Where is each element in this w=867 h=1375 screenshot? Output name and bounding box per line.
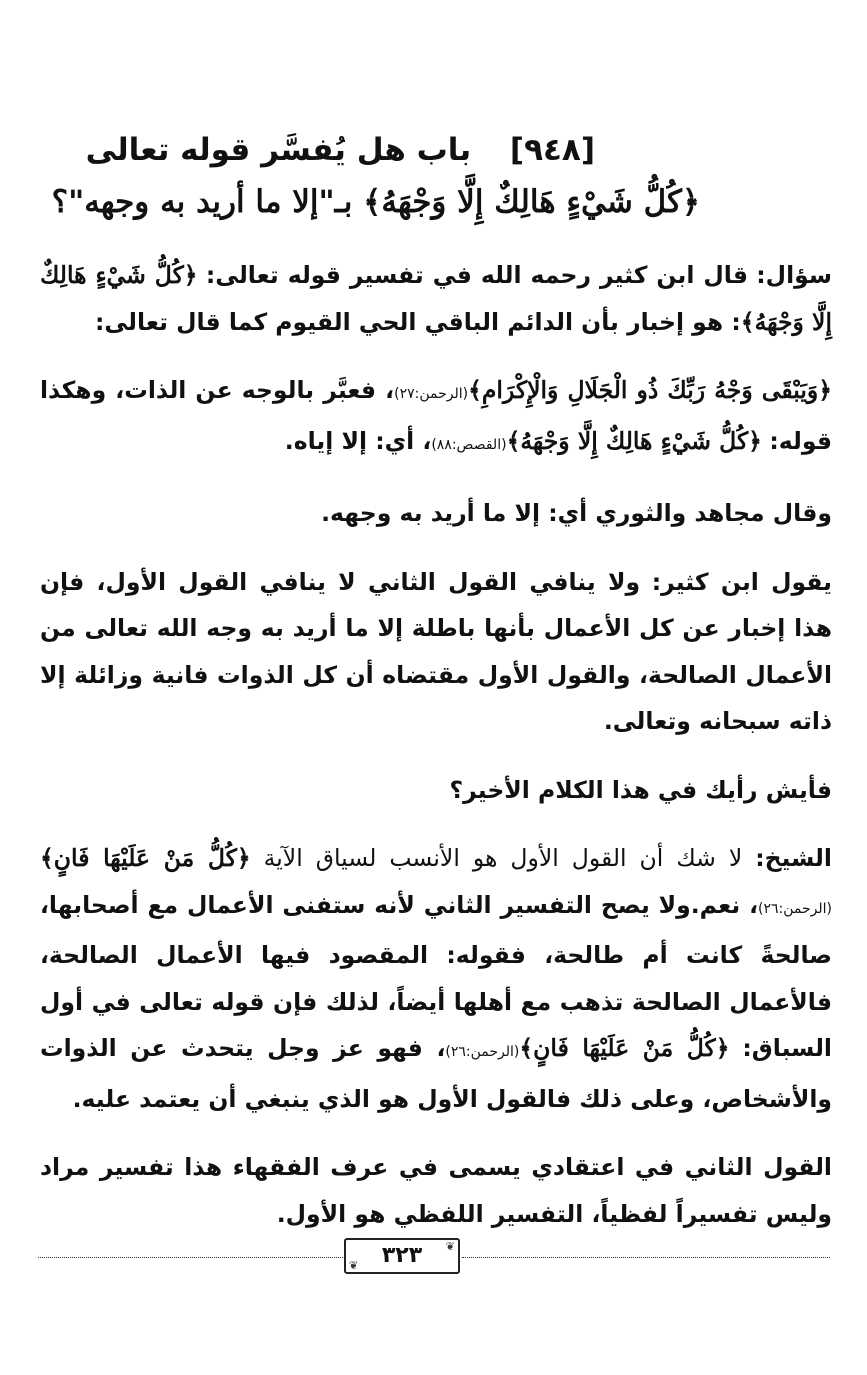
verse-quote: ﴿كُلُّ شَيْءٍ هَالِكٌ إِلَّا وَجْهَهُ﴾ [506,426,762,455]
verse-quote: ﴿كُلُّ شَيْءٍ هَالِكٌ إِلَّا وَجْهَهُ﴾ [40,261,832,336]
sheikh-label: الشيخ: [755,844,832,872]
verse-reference: (القصص:٨٨) [431,436,507,453]
question-text-2: : هو إخبار بأن الدائم الباقي الحي القيوم كما قال تعالى: [95,307,741,336]
verse-reference: (الرحمن:٢٦) [758,900,832,917]
ornament-icon: ❦ [445,1240,455,1253]
paragraph-conclusion: القول الثاني في اعتقادي يسمى في عرف الفقهاء هذا تفسير مراد وليس تفسيراً لفظياً، التفسير اللفظي هو الأول. [40,1153,832,1228]
verse-reference: (الرحمن:٢٦) [445,1044,520,1060]
footer-rule-left [38,1257,343,1258]
paragraph-sheikh-answer [40,835,832,1122]
verse-quote: ﴿كُلُّ مَنْ عَلَيْهَا فَانٍ﴾ [40,844,251,872]
paragraph-verse [40,367,832,468]
paragraph-ibn-kathir [40,559,832,745]
footer-rule-right [462,1257,830,1258]
paragraph-opinion-question: فأيش رأيك في هذا الكلام الأخير؟ [449,775,832,804]
paragraph-text: ولا ينافي القول الثاني لا ينافي القول الأول، فإن هذا إخبار عن كل الأعمال بأنها باطلة إلا ما أريد به وجه الله تعالى من الأعمال الصالحة، والقول الأول مقتضاه أن كل الذوات فانية وزائلة إلا ذاته سبحانه وتعالى. [40,567,832,735]
paragraph-text: ، فهو عز وجل يتحدث عن الذوات والأشخاص، وعلى ذلك فالقول الأول هو الذي ينبغي أن يعتمد عليه. [40,1034,832,1113]
chapter-subtitle: ﴿كُلُّ شَيْءٍ هَالِكٌ إِلَّا وَجْهَهُ﴾ بـ"إلا ما أريد به وجهه"؟ [51,184,700,220]
body-text [40,252,832,1259]
verse-reference: (الرحمن:٢٧) [394,386,469,402]
ornament-icon: ❦ [349,1259,359,1272]
paragraph-text: ، فعبَّر بالوجه عن الذات، وهكذا قوله: [40,376,832,455]
paragraph-mujahid: وقال مجاهد والثوري أي: إلا ما أريد به وجهه. [321,499,832,527]
question-text: قال ابن كثير رحمه الله في تفسير قوله تعالى: [205,261,749,289]
page-number: ٣٢٣ [381,1243,423,1268]
verse-quote: ﴿وَيَبْقَى وَجْهُ رَبِّكَ ذُو الْجَلَالِ وَالْإِكْرَامِ﴾ [468,376,832,404]
chapter-number: [٩٤٨] [509,132,595,168]
paragraph-question [40,252,832,345]
chapter-heading [85,128,595,172]
paragraph-text: ، أي: إلا إياه. [284,426,432,455]
page-number-box [344,1238,460,1274]
question-label: سؤال: [756,261,832,289]
paragraph-lead: يقول ابن كثير: [651,567,832,596]
verse-quote: ﴿كُلُّ مَنْ عَلَيْهَا فَانٍ﴾ [519,1034,730,1062]
paragraph-text: لا شك أن القول الأول هو الأنسب لسياق الآية [263,844,743,872]
paragraph-text: ، نعم.ولا يصح التفسير الثاني لأنه ستفنى الأعمال مع أصحابها، صالحةً كانت أم طالحة، فقوله: المقصود فيها الأعمال الصالحة، فالأعمال الصالحة تذهب مع أهلها أيضاً، لذلك فإن قوله تعالى في أول السباق: [40,890,832,1062]
chapter-title: باب هل يُفسَّر قوله تعالى [85,132,472,168]
